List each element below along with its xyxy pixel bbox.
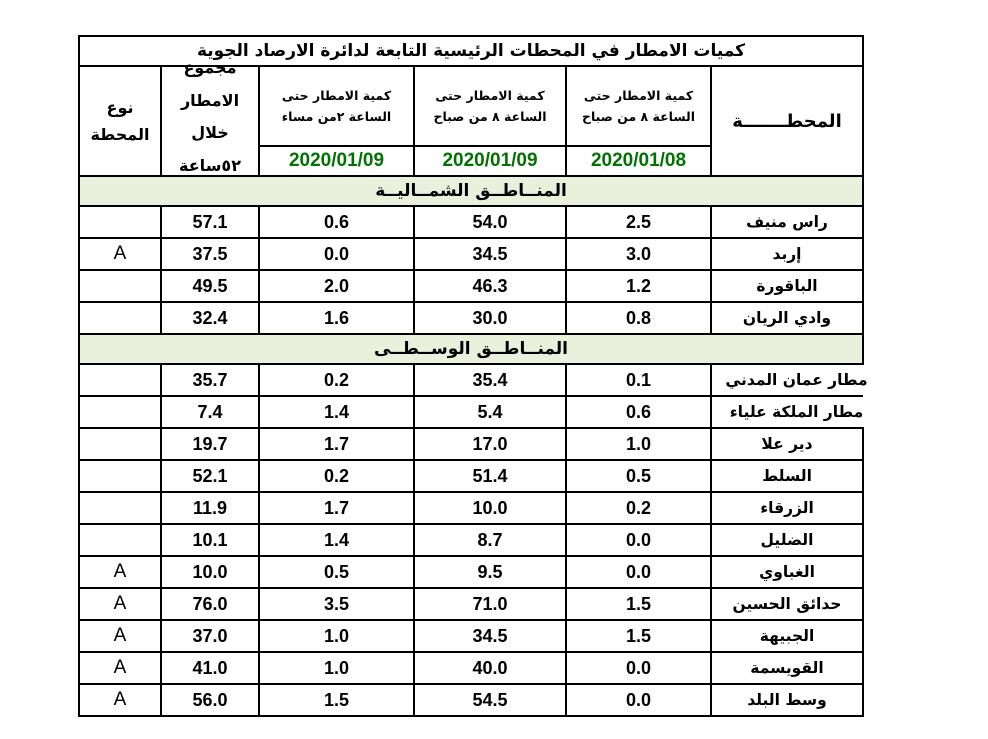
column-header-line: الساعة ٨ من صباح bbox=[433, 109, 547, 125]
section-header: المنــاطــق الشمــاليــة bbox=[79, 176, 863, 206]
rain-8am-jan09-cell: 30.0 bbox=[414, 302, 566, 334]
rain-2pm-jan09-cell: 0.2 bbox=[259, 364, 414, 396]
station-name-cell: الغباوي bbox=[711, 556, 863, 588]
station-row bbox=[79, 620, 863, 652]
rain-8am-jan09-cell: 54.5 bbox=[414, 684, 566, 716]
rain-total-cell: 56.0 bbox=[161, 684, 259, 716]
station-type-cell: A bbox=[79, 588, 161, 620]
station-type-cell: A bbox=[79, 238, 161, 270]
station-type-cell bbox=[79, 428, 161, 460]
station-name-cell: الزرقاء bbox=[711, 492, 863, 524]
station-row bbox=[79, 270, 863, 302]
station-type-cell bbox=[79, 524, 161, 556]
rain-total-cell: 7.4 bbox=[161, 396, 259, 428]
station-name-cell: الضليل bbox=[711, 524, 863, 556]
station-row bbox=[79, 302, 863, 334]
column-header-line: كمية الامطار حتى bbox=[281, 87, 392, 103]
rain-2pm-jan09-cell: 1.4 bbox=[259, 524, 414, 556]
station-type-cell bbox=[79, 492, 161, 524]
rain-8am-jan09-cell: 51.4 bbox=[414, 460, 566, 492]
total-header-line: خلال bbox=[191, 123, 229, 143]
station-name-cell bbox=[711, 364, 868, 396]
rain-8am-jan08-cell: 3.0 bbox=[566, 238, 711, 270]
station-row bbox=[79, 524, 863, 556]
column-header-line: كمية الامطار حتى bbox=[435, 87, 545, 103]
station-type-cell: A bbox=[79, 652, 161, 684]
station-row bbox=[79, 364, 863, 396]
rain-8am-jan09-cell: 34.5 bbox=[414, 238, 566, 270]
station-name-cell: إربد bbox=[711, 238, 863, 270]
rain-8am-jan09-cell: 5.4 bbox=[414, 396, 566, 428]
station-name-cell: دير علا bbox=[711, 428, 863, 460]
column-header-line: كمية الامطار حتى bbox=[583, 87, 694, 103]
rain-total-cell: 19.7 bbox=[161, 428, 259, 460]
station-type-cell: A bbox=[79, 556, 161, 588]
date-jan09-afternoon: 2020/01/09 bbox=[259, 146, 414, 176]
column-header-station: المحطـــــــة bbox=[711, 66, 863, 176]
rain-2pm-jan09-cell: 2.0 bbox=[259, 270, 414, 302]
rain-total-cell: 32.4 bbox=[161, 302, 259, 334]
rain-8am-jan08-cell: 1.5 bbox=[566, 620, 711, 652]
rain-8am-jan09-cell: 35.4 bbox=[414, 364, 566, 396]
station-row bbox=[79, 460, 863, 492]
rain-2pm-jan09-cell: 1.0 bbox=[259, 652, 414, 684]
rain-8am-jan08-cell: 0.8 bbox=[566, 302, 711, 334]
column-header-line: الساعة ٨ من صباح bbox=[581, 109, 696, 125]
station-name-cell: القويسمة bbox=[711, 652, 863, 684]
rain-total-cell: 10.0 bbox=[161, 556, 259, 588]
total-header-line: ٥٢ساعة bbox=[179, 155, 241, 175]
station-name-cell: وسط البلد bbox=[711, 684, 863, 716]
rain-8am-jan09-cell: 54.0 bbox=[414, 206, 566, 238]
rain-8am-jan09-cell: 40.0 bbox=[414, 652, 566, 684]
rain-8am-jan08-cell: 0.0 bbox=[566, 652, 711, 684]
rain-8am-jan08-cell: 0.0 bbox=[566, 524, 711, 556]
rain-total-cell: 49.5 bbox=[161, 270, 259, 302]
rain-8am-jan09-cell: 71.0 bbox=[414, 588, 566, 620]
station-type-cell bbox=[79, 364, 161, 396]
rain-2pm-jan09-cell: 1.5 bbox=[259, 684, 414, 716]
rain-2pm-jan09-cell: 1.4 bbox=[259, 396, 414, 428]
rain-total-cell: 37.5 bbox=[161, 238, 259, 270]
rain-2pm-jan09-cell: 3.5 bbox=[259, 588, 414, 620]
column-header-rain-2pm-jan09 bbox=[259, 66, 414, 146]
rain-total-cell: 10.1 bbox=[161, 524, 259, 556]
station-row bbox=[79, 652, 863, 684]
station-row bbox=[79, 684, 863, 716]
rain-2pm-jan09-cell: 1.6 bbox=[259, 302, 414, 334]
column-header-rain-8am-jan08 bbox=[566, 66, 711, 146]
table-title: كميات الامطار في المحطات الرئيسية التابعة لدائرة الارصاد الجوية bbox=[79, 36, 863, 66]
rain-8am-jan09-cell: 10.0 bbox=[414, 492, 566, 524]
station-row bbox=[79, 492, 863, 524]
station-type-cell bbox=[79, 396, 161, 428]
rain-8am-jan09-cell: 46.3 bbox=[414, 270, 566, 302]
section-header: المنــاطــق الوســطــى bbox=[79, 334, 863, 364]
rain-2pm-jan09-cell: 1.7 bbox=[259, 428, 414, 460]
total-header-lines bbox=[162, 58, 258, 175]
rain-2pm-jan09-cell: 1.0 bbox=[259, 620, 414, 652]
rain-8am-jan09-cell: 9.5 bbox=[414, 556, 566, 588]
total-header-line: مجموع bbox=[183, 58, 237, 77]
station-row bbox=[79, 588, 863, 620]
table-body bbox=[79, 176, 868, 716]
rain-2pm-jan09-cell: 0.6 bbox=[259, 206, 414, 238]
rain-2pm-jan09-cell: 0.5 bbox=[259, 556, 414, 588]
station-name-cell: حدائق الحسين bbox=[711, 588, 863, 620]
station-name-overflow: مطار الملكة علياء bbox=[729, 403, 864, 421]
station-row bbox=[79, 428, 863, 460]
station-type-cell bbox=[79, 460, 161, 492]
station-type-cell bbox=[79, 270, 161, 302]
station-row bbox=[79, 556, 863, 588]
rain-8am-jan08-cell: 1.0 bbox=[566, 428, 711, 460]
station-name-cell bbox=[711, 396, 863, 428]
station-type-cell: A bbox=[79, 620, 161, 652]
rain-8am-jan09-cell: 8.7 bbox=[414, 524, 566, 556]
station-row bbox=[79, 206, 863, 238]
rain-8am-jan09-cell: 17.0 bbox=[414, 428, 566, 460]
station-name-cell: الباقورة bbox=[711, 270, 863, 302]
station-type-cell: A bbox=[79, 684, 161, 716]
date-jan09-morning: 2020/01/09 bbox=[414, 146, 566, 176]
station-name-cell: وادي الريان bbox=[711, 302, 863, 334]
rain-8am-jan08-cell: 0.6 bbox=[566, 396, 711, 428]
station-row bbox=[79, 238, 863, 270]
station-name-cell: الجبيهة bbox=[711, 620, 863, 652]
column-header-line: الساعة ٢من مساء bbox=[281, 109, 392, 125]
rain-8am-jan09-cell: 34.5 bbox=[414, 620, 566, 652]
type-header-line: نوع bbox=[106, 97, 134, 117]
rain-8am-jan08-cell: 2.5 bbox=[566, 206, 711, 238]
column-header-station-type bbox=[79, 66, 161, 176]
rain-total-cell: 57.1 bbox=[161, 206, 259, 238]
rain-total-cell: 41.0 bbox=[161, 652, 259, 684]
total-header-line: الامطار bbox=[180, 90, 240, 110]
station-row bbox=[79, 396, 863, 428]
station-name-cell: راس منيف bbox=[711, 206, 863, 238]
station-type-cell bbox=[79, 206, 161, 238]
rain-total-cell: 52.1 bbox=[161, 460, 259, 492]
column-header-total-52h bbox=[161, 58, 259, 176]
rain-8am-jan08-cell: 1.5 bbox=[566, 588, 711, 620]
rain-8am-jan08-cell: 0.1 bbox=[566, 364, 711, 396]
station-name-cell: السلط bbox=[711, 460, 863, 492]
rain-2pm-jan09-cell: 0.2 bbox=[259, 460, 414, 492]
rain-8am-jan08-cell: 0.0 bbox=[566, 684, 711, 716]
date-jan08: 2020/01/08 bbox=[566, 146, 711, 176]
station-name-overflow: مطار عمان المدني bbox=[725, 371, 868, 389]
rain-total-cell: 11.9 bbox=[161, 492, 259, 524]
rain-total-cell: 37.0 bbox=[161, 620, 259, 652]
rain-8am-jan08-cell: 0.0 bbox=[566, 556, 711, 588]
rain-total-cell: 76.0 bbox=[161, 588, 259, 620]
type-header-line: المحطة bbox=[90, 125, 150, 144]
rain-2pm-jan09-cell: 1.7 bbox=[259, 492, 414, 524]
station-type-cell bbox=[79, 302, 161, 334]
rain-total-cell: 35.7 bbox=[161, 364, 259, 396]
rain-2pm-jan09-cell: 0.0 bbox=[259, 238, 414, 270]
rain-8am-jan08-cell: 0.2 bbox=[566, 492, 711, 524]
rain-8am-jan08-cell: 1.2 bbox=[566, 270, 711, 302]
rainfall-table bbox=[78, 35, 868, 717]
rain-8am-jan08-cell: 0.5 bbox=[566, 460, 711, 492]
column-header-rain-8am-jan09 bbox=[414, 66, 566, 146]
